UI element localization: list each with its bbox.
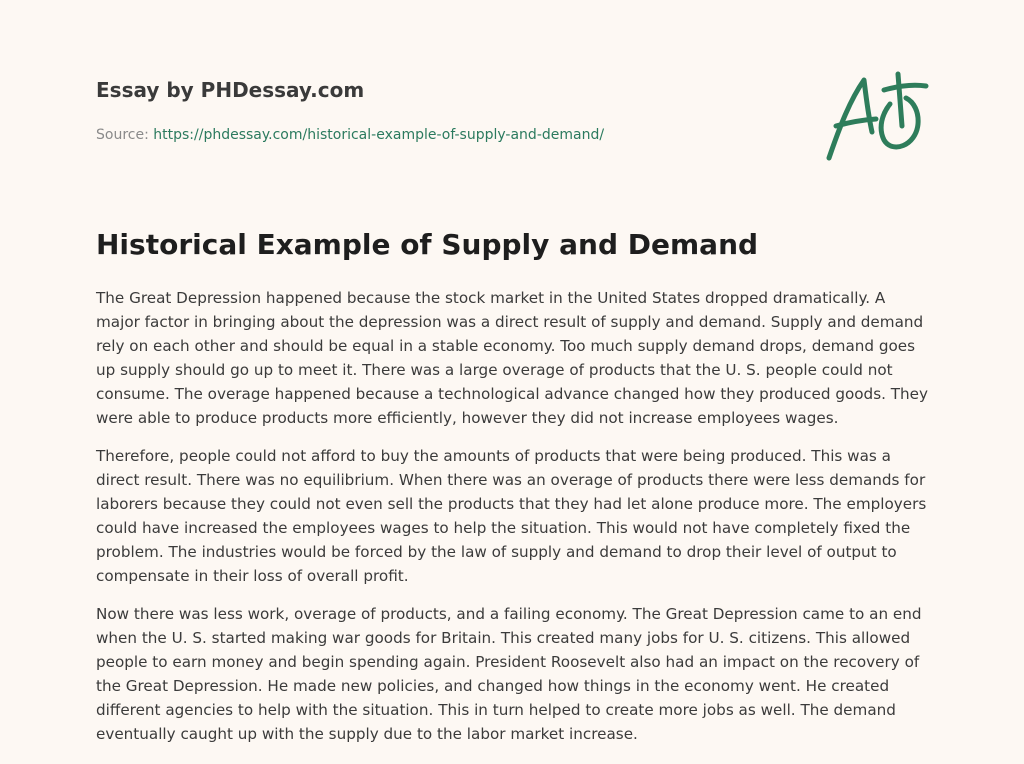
article-title: Historical Example of Supply and Demand [96,228,759,261]
paragraph: Now there was less work, overage of products, and a failing economy. The Great Depression came to an end when the U. S. started making war goods for Britain. This created many jobs for U. S. citizens. This allowed people to earn money and begin spending again. President Roosevelt also had an impact on the recovery of the Great Depression. He made new policies, and changed how things in the economy went. He created different agencies to help with the situation. This in turn helped to create more jobs as well. The demand eventually caught up with the supply due to the labor market increase. [96,605,922,743]
page-header [96,76,816,145]
source-label: Source: [96,127,154,143]
a-plus-grade-icon [822,66,932,166]
paragraph: The Great Depression happened because the stock market in the United States dropped dramatically. A major factor in bringing about the depression was a direct result of supply and demand. Supply and demand rely on each other and should be equal in a stable economy. Too much supply demand drops, demand goes up supply should go up to meet it. There was a large overage of products that the U. S. people could not consume. The overage happened because a technological advance changed how they produced goods. They were able to produce products more efficiently, however they did not increase employees wages. [96,289,929,427]
paragraph: Therefore, people could not afford to buy the amounts of products that were being produced. This was a direct result. There was no equilibrium. When there was an overage of products there were less demands for laborers because they could not even sell the products that they had let alone produce more. The employers could have increased the employees wages to help the situation. This would not have completely fixed the problem. The industries would be forced by the law of supply and demand to drop their level of output to compensate in their loss of overall profit. [96,447,927,585]
brand-title: Essay by PHDessay.com [96,78,365,102]
source-line [96,125,816,145]
article-body [96,286,928,760]
source-link[interactable]: https://phdessay.com/historical-example-of-supply-and-demand/ [153,127,605,143]
